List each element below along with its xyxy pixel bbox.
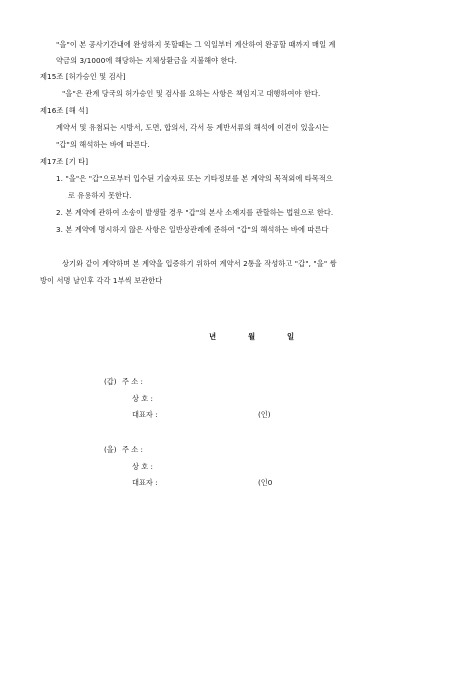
party-b-tag: (을) (104, 445, 117, 454)
party-b-block (104, 445, 304, 495)
article-15-text: "을"은 관계 당국의 허가승인 및 검사를 요하는 사항은 책임지고 대행하여야 한다. (62, 89, 321, 98)
date-month: 월 (248, 332, 256, 341)
article-17-item-3: 3. 본 계약에 명시하지 않은 사항은 일반상관례에 준하여 "갑"의 해석하는 바에 따른다 (56, 225, 329, 234)
article-16-text-line-2: "갑"의 해석하는 바에 따른다. (56, 140, 150, 149)
party-a-tag: (갑) (104, 377, 117, 386)
party-b-company-label: 상 호 : (132, 462, 153, 471)
party-a-company-label: 상 호 : (132, 394, 153, 403)
party-b-ceo-label: 대표자 : (132, 478, 158, 487)
date-year: 년 (209, 332, 217, 341)
article-16-heading: 제16조 [해 석] (40, 106, 89, 115)
article-15-heading: 제15조 [허가승인 및 검사] (40, 72, 126, 81)
penalty-clause-line-2: 약금의 3/1000에 해당하는 지체상환금을 지불해야 한다. (56, 56, 238, 65)
party-a-seal: (인) (258, 410, 271, 419)
party-b-address-label: 주 소 : (122, 445, 143, 454)
article-17-item-2: 2. 본 계약에 관하여 소송이 발생할 경우 "갑"의 본사 소재지를 관할하는 법원으로 한다. (56, 208, 334, 217)
article-16-text-line-1: 계약서 및 유첨되는 시방서, 도면, 합의서, 각서 등 계반서류의 해석에 이견이 있을시는 (56, 123, 329, 132)
penalty-clause-line-1: "을"이 본 공사기간내에 완성하지 못할때는 그 익일부터 계산하여 완공할 때까지 매일 계 (56, 40, 336, 49)
closing-statement-line-2: 방이 서명 날인후 각각 1부씩 보관한다 (40, 276, 163, 285)
article-17-heading: 제17조 [기 타] (40, 157, 89, 166)
party-a-block (104, 377, 304, 427)
article-17-item-1-line-2: 로 유용하지 못한다. (68, 191, 132, 200)
closing-statement-line-1: 상기와 같이 계약하며 본 계약을 입증하기 위하여 계약서 2통을 작성하고 "갑", "을" 쌍 (62, 259, 337, 268)
article-17-item-1-line-1: 1. "을"은 "갑"으로부터 입수된 기술자료 또는 기타정보를 본 계약의 목적외에 타목적으 (56, 174, 333, 183)
party-b-seal: (인0 (258, 478, 273, 487)
party-a-ceo-label: 대표자 : (132, 410, 158, 419)
party-a-address-label: 주 소 : (122, 377, 143, 386)
date-day: 일 (287, 332, 295, 341)
contract-date (0, 331, 469, 343)
